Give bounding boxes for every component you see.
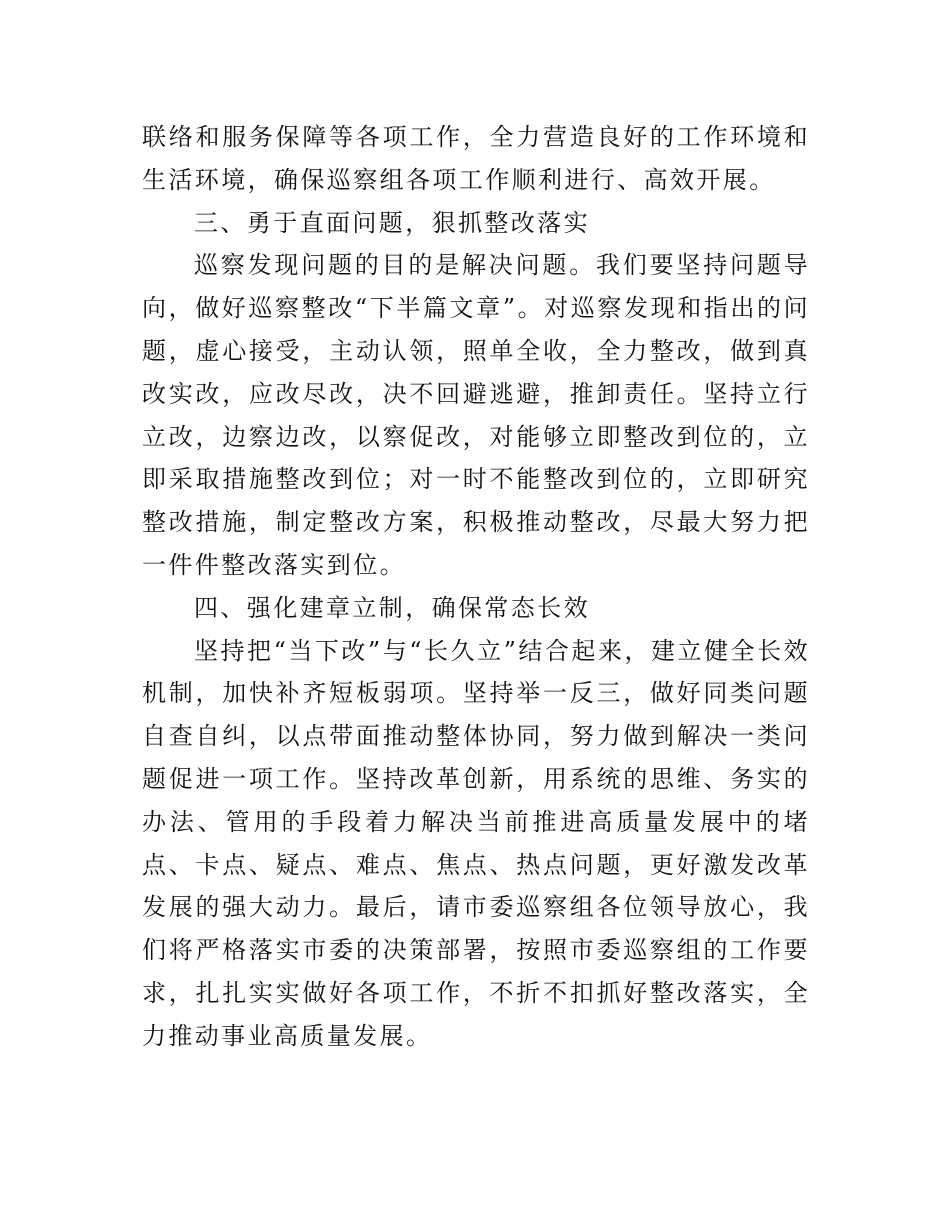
section-heading-3: 三、勇于直面问题，狠抓整改落实 [194,208,590,237]
paragraph-continuation: 联络和服务保障等各项工作，全力营造良好的工作环境和生活环境，确保巡察组各项工作顺利进行、高效开展。 [142,123,810,194]
paragraph-rectification: 巡察发现问题的目的是解决问题。我们要坚持问题导向，做好巡察整改“下半篇文章”。对巡察发现和指出的问题，虚心接受，主动认领，照单全收，全力整改，做到真改实改，应改尽改，决不回避逃避，推卸责任。坚持立行立改，边察边改，以察促改，对能够立即整改到位的，立即采取措施整改到位；对一时不能整改到位的，立即研究整改措施，制定整改方案，积极推动整改，尽最大努力把一件件整改落实到位。 [142,251,810,579]
section-heading-4: 四、强化建章立制，确保常态长效 [194,593,590,622]
document-body [142,116,810,1058]
paragraph-long-term-mechanism: 坚持把“当下改”与“长久立”结合起来，建立健全长效机制，加快补齐短板弱项。坚持举一反三，做好同类问题自查自纠，以点带面推动整体协同，努力做到解决一类问题促进一项工作。坚持改革创新，用系统的思维、务实的办法、管用的手段着力解决当前推进高质量发展中的堵点、卡点、疑点、难点、焦点、热点问题，更好激发改革发展的强大动力。最后，请市委巡察组各位领导放心，我们将严格落实市委的决策部署，按照市委巡察组的工作要求，扎扎实实做好各项工作，不折不扣抓好整改落实，全力推动事业高质量发展。 [142,636,810,1050]
